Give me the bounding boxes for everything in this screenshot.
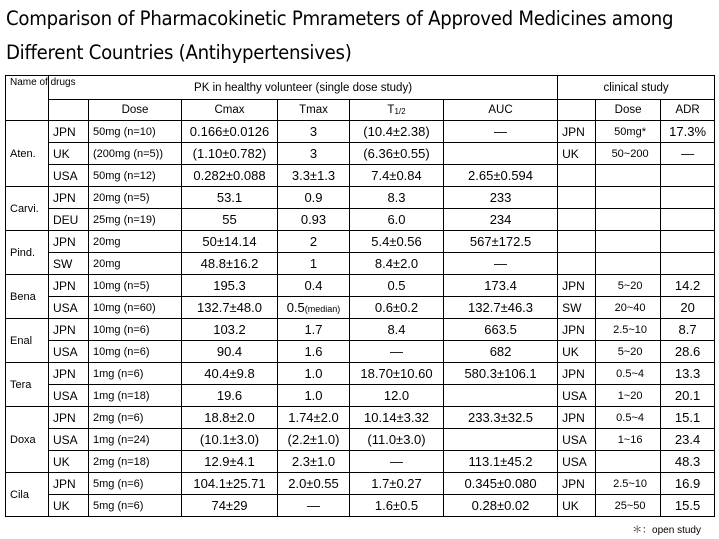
clinical-dose-cell: 0.5~4: [596, 407, 661, 429]
table-row: [6, 231, 715, 253]
page-title: [6, 2, 674, 70]
thalf-cell: —: [350, 451, 444, 473]
clinical-country-cell: JPN: [558, 407, 596, 429]
tmax-cell: —: [278, 495, 350, 517]
thalf-cell: 8.3: [350, 187, 444, 209]
clinical-dose-cell: [596, 187, 661, 209]
cmax-cell: 195.3: [182, 275, 278, 297]
thalf-cell: 5.4±0.56: [350, 231, 444, 253]
adr-cell: 13.3: [661, 363, 715, 385]
adr-cell: 20.1: [661, 385, 715, 407]
table-row: [6, 363, 715, 385]
table-row: [6, 341, 715, 363]
dose-cell: 20mg: [89, 253, 182, 275]
thalf-cell: 12.0: [350, 385, 444, 407]
clinical-dose-cell: 2.5~10: [596, 319, 661, 341]
adr-cell: [661, 231, 715, 253]
thalf-cell: 8.4: [350, 319, 444, 341]
country-cell: USA: [49, 341, 89, 363]
clinical-country-cell: JPN: [558, 363, 596, 385]
thalf-cell: 18.70±10.60: [350, 363, 444, 385]
tmax-cell: 1.7: [278, 319, 350, 341]
table-row: [6, 319, 715, 341]
tmax-cell: 2.3±1.0: [278, 451, 350, 473]
adr-cell: 20: [661, 297, 715, 319]
cmax-cell: 50±14.14: [182, 231, 278, 253]
header-adr: ADR: [661, 100, 715, 121]
clinical-country-cell: [558, 231, 596, 253]
auc-cell: [444, 429, 558, 451]
dose-cell: 2mg (n=18): [89, 451, 182, 473]
tmax-cell: 1.0: [278, 385, 350, 407]
tmax-cell: 2.0±0.55: [278, 473, 350, 495]
cmax-cell: 0.166±0.0126: [182, 121, 278, 143]
auc-cell: 234: [444, 209, 558, 231]
header-thalf-main: T: [387, 104, 395, 116]
cmax-cell: 104.1±25.71: [182, 473, 278, 495]
clinical-dose-cell: 20~40: [596, 297, 661, 319]
dose-cell: 1mg (n=24): [89, 429, 182, 451]
tmax-cell: 3: [278, 121, 350, 143]
clinical-country-cell: [558, 253, 596, 275]
cmax-cell: 74±29: [182, 495, 278, 517]
header-dose: Dose: [89, 100, 182, 121]
country-cell: JPN: [49, 275, 89, 297]
table-row: [6, 121, 715, 143]
thalf-cell: 1.6±0.5: [350, 495, 444, 517]
drug-name-cell: Enal: [6, 319, 49, 363]
dose-cell: 2mg (n=6): [89, 407, 182, 429]
cmax-cell: 19.6: [182, 385, 278, 407]
thalf-cell: 7.4±0.84: [350, 165, 444, 187]
adr-cell: [661, 187, 715, 209]
clinical-country-cell: [558, 209, 596, 231]
tmax-cell: (2.2±1.0): [278, 429, 350, 451]
thalf-cell: —: [350, 341, 444, 363]
auc-cell: 580.3±106.1: [444, 363, 558, 385]
thalf-cell: 6.0: [350, 209, 444, 231]
clinical-country-cell: JPN: [558, 319, 596, 341]
header-country-blank: [49, 100, 89, 121]
country-cell: SW: [49, 253, 89, 275]
clinical-country-cell: USA: [558, 429, 596, 451]
clinical-country-cell: UK: [558, 341, 596, 363]
auc-cell: 0.28±0.02: [444, 495, 558, 517]
thalf-cell: (10.4±2.38): [350, 121, 444, 143]
auc-cell: 173.4: [444, 275, 558, 297]
table-row: [6, 385, 715, 407]
dose-cell: 1mg (n=18): [89, 385, 182, 407]
header-row-1: [6, 76, 715, 100]
tmax-cell: 0.93: [278, 209, 350, 231]
auc-cell: —: [444, 253, 558, 275]
cmax-cell: (10.1±3.0): [182, 429, 278, 451]
dose-cell: 50mg (n=10): [89, 121, 182, 143]
clinical-dose-cell: 5~20: [596, 341, 661, 363]
drug-name-cell: Cila: [6, 473, 49, 517]
country-cell: UK: [49, 451, 89, 473]
table-row: [6, 473, 715, 495]
header-name-of-drugs: Name of drugs: [6, 76, 49, 121]
table-row: [6, 407, 715, 429]
dose-cell: (200mg (n=5)): [89, 143, 182, 165]
header-thalf: [350, 100, 444, 121]
adr-cell: —: [661, 143, 715, 165]
dose-cell: 20mg: [89, 231, 182, 253]
clinical-country-cell: JPN: [558, 121, 596, 143]
tmax-cell: 1.6: [278, 341, 350, 363]
clinical-dose-cell: [596, 165, 661, 187]
clinical-country-cell: [558, 187, 596, 209]
adr-cell: 8.7: [661, 319, 715, 341]
auc-cell: 113.1±45.2: [444, 451, 558, 473]
auc-cell: 233.3±32.5: [444, 407, 558, 429]
title-line-1: Comparison of Pharmacokinetic Pmrameters of Approved Medicines among: [6, 7, 674, 30]
country-cell: DEU: [49, 209, 89, 231]
table-row: [6, 275, 715, 297]
clinical-country-cell: SW: [558, 297, 596, 319]
thalf-cell: (6.36±0.55): [350, 143, 444, 165]
clinical-country-cell: UK: [558, 495, 596, 517]
auc-cell: 132.7±46.3: [444, 297, 558, 319]
header-thalf-sub: 1/2: [394, 107, 406, 116]
adr-cell: 17.3%: [661, 121, 715, 143]
tmax-cell: 3: [278, 143, 350, 165]
cmax-cell: (1.10±0.782): [182, 143, 278, 165]
auc-cell: 233: [444, 187, 558, 209]
clinical-country-cell: USA: [558, 385, 596, 407]
drug-name-cell: Tera: [6, 363, 49, 407]
auc-cell: 2.65±0.594: [444, 165, 558, 187]
adr-cell: 15.5: [661, 495, 715, 517]
auc-cell: [444, 143, 558, 165]
clinical-dose-cell: [596, 231, 661, 253]
header-clin-dose: Dose: [596, 100, 661, 121]
table-body: [6, 76, 715, 517]
auc-cell: 663.5: [444, 319, 558, 341]
adr-cell: [661, 253, 715, 275]
drug-name-cell: Aten.: [6, 121, 49, 187]
table-row: [6, 253, 715, 275]
adr-cell: [661, 165, 715, 187]
clinical-dose-cell: 1~16: [596, 429, 661, 451]
dose-cell: 10mg (n=5): [89, 275, 182, 297]
drug-name-cell: Bena: [6, 275, 49, 319]
cmax-cell: 103.2: [182, 319, 278, 341]
table-row: [6, 495, 715, 517]
country-cell: UK: [49, 495, 89, 517]
tmax-value: 0.5: [286, 300, 305, 315]
header-cmax: Cmax: [182, 100, 278, 121]
tmax-cell: 1.0: [278, 363, 350, 385]
drug-name-cell: Carvi.: [6, 187, 49, 231]
table-row: [6, 451, 715, 473]
clinical-dose-cell: 0.5~4: [596, 363, 661, 385]
table-row: [6, 429, 715, 451]
thalf-cell: 8.4±2.0: [350, 253, 444, 275]
header-clinical-group: clinical study: [558, 76, 715, 100]
clinical-country-cell: [558, 165, 596, 187]
tmax-cell: 2: [278, 231, 350, 253]
tmax-cell: 1: [278, 253, 350, 275]
country-cell: JPN: [49, 363, 89, 385]
cmax-cell: 12.9±4.1: [182, 451, 278, 473]
clinical-dose-cell: 1~20: [596, 385, 661, 407]
cmax-cell: 55: [182, 209, 278, 231]
thalf-cell: 0.5: [350, 275, 444, 297]
dose-cell: 10mg (n=6): [89, 319, 182, 341]
cmax-cell: 48.8±16.2: [182, 253, 278, 275]
clinical-country-cell: USA: [558, 451, 596, 473]
cmax-cell: 40.4±9.8: [182, 363, 278, 385]
auc-cell: 567±172.5: [444, 231, 558, 253]
tmax-cell: [278, 297, 350, 319]
header-row-2: [6, 100, 715, 121]
clinical-dose-cell: 25~50: [596, 495, 661, 517]
clinical-dose-cell: 5~20: [596, 275, 661, 297]
auc-cell: 682: [444, 341, 558, 363]
cmax-cell: 90.4: [182, 341, 278, 363]
clinical-country-cell: JPN: [558, 473, 596, 495]
tmax-cell: 1.74±2.0: [278, 407, 350, 429]
country-cell: JPN: [49, 187, 89, 209]
adr-cell: 23.4: [661, 429, 715, 451]
adr-cell: 15.1: [661, 407, 715, 429]
thalf-cell: (11.0±3.0): [350, 429, 444, 451]
country-cell: USA: [49, 297, 89, 319]
thalf-cell: 0.6±0.2: [350, 297, 444, 319]
clinical-country-cell: UK: [558, 143, 596, 165]
cmax-cell: 132.7±48.0: [182, 297, 278, 319]
dose-cell: 10mg (n=60): [89, 297, 182, 319]
footnote: ＊：open study: [632, 525, 701, 536]
table-row: [6, 165, 715, 187]
clinical-dose-cell: 50~200: [596, 143, 661, 165]
drug-name-cell: Pind.: [6, 231, 49, 275]
title-line-2: Different Countries (Antihypertensives): [6, 41, 352, 64]
table-row: [6, 187, 715, 209]
country-cell: JPN: [49, 121, 89, 143]
header-tmax: Tmax: [278, 100, 350, 121]
auc-cell: 0.345±0.080: [444, 473, 558, 495]
dose-cell: 20mg (n=5): [89, 187, 182, 209]
adr-cell: 48.3: [661, 451, 715, 473]
thalf-cell: 10.14±3.32: [350, 407, 444, 429]
header-clin-country-blank: [558, 100, 596, 121]
dose-cell: 5mg (n=6): [89, 495, 182, 517]
tmax-cell: 3.3±1.3: [278, 165, 350, 187]
auc-cell: [444, 385, 558, 407]
adr-cell: 28.6: [661, 341, 715, 363]
clinical-country-cell: JPN: [558, 275, 596, 297]
tmax-cell: 0.9: [278, 187, 350, 209]
auc-cell: —: [444, 121, 558, 143]
country-cell: UK: [49, 143, 89, 165]
adr-cell: 16.9: [661, 473, 715, 495]
table-row: [6, 143, 715, 165]
country-cell: JPN: [49, 473, 89, 495]
tmax-note: (median): [304, 304, 341, 314]
header-auc: AUC: [444, 100, 558, 121]
clinical-dose-cell: 2.5~10: [596, 473, 661, 495]
adr-cell: 14.2: [661, 275, 715, 297]
dose-cell: 1mg (n=6): [89, 363, 182, 385]
country-cell: JPN: [49, 231, 89, 253]
cmax-cell: 18.8±2.0: [182, 407, 278, 429]
dose-cell: 10mg (n=6): [89, 341, 182, 363]
country-cell: USA: [49, 165, 89, 187]
clinical-dose-cell: [596, 209, 661, 231]
table-row: [6, 297, 715, 319]
header-pk-group: PK in healthy volunteer (single dose study): [49, 76, 558, 100]
dose-cell: 25mg (n=19): [89, 209, 182, 231]
adr-cell: [661, 209, 715, 231]
table-row: [6, 209, 715, 231]
country-cell: USA: [49, 429, 89, 451]
cmax-cell: 0.282±0.088: [182, 165, 278, 187]
drug-name-cell: Doxa: [6, 407, 49, 473]
clinical-dose-cell: [596, 451, 661, 473]
thalf-cell: 1.7±0.27: [350, 473, 444, 495]
tmax-cell: 0.4: [278, 275, 350, 297]
pk-comparison-table: [5, 75, 715, 517]
clinical-dose-cell: [596, 253, 661, 275]
dose-cell: 5mg (n=6): [89, 473, 182, 495]
clinical-dose-cell: 50mg*: [596, 121, 661, 143]
dose-cell: 50mg (n=12): [89, 165, 182, 187]
country-cell: USA: [49, 385, 89, 407]
country-cell: JPN: [49, 407, 89, 429]
cmax-cell: 53.1: [182, 187, 278, 209]
country-cell: JPN: [49, 319, 89, 341]
